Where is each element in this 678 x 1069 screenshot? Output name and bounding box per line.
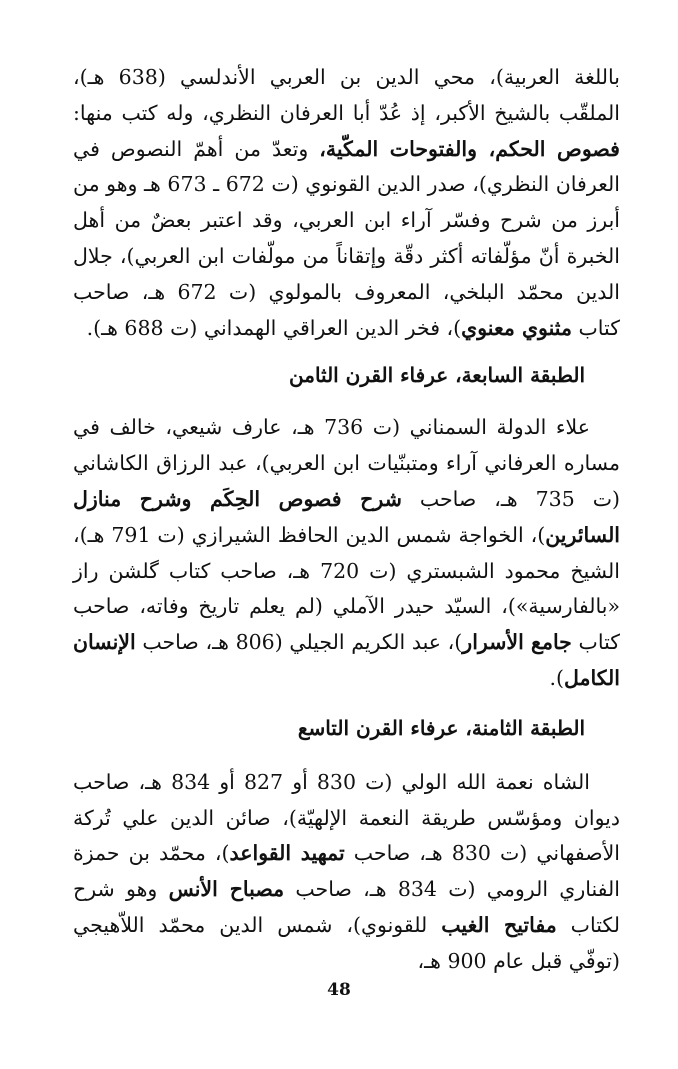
paragraph-text: علاء الدولة السمناني (ت 736 هـ، عارف شيعي، خالف في مساره العرفاني آراء ومتبنّيات ابن العربي)، عبد الرزاق الكاشاني (ت 735 هـ، صاحب — [73, 415, 620, 511]
paragraph-text: وتعدّ من أهمّ النصوص في العرفان النظري)، صدر الدين القونوي (ت 672 ـ 673 هـ وهو من أبرز من شرح وفسّر آراء ابن العربي، وقد اعتبر بعضٌ من أهل الخبرة أنّ مؤلّفاته أكثر دقّة وإتقاناً من مولّفات ابن العربي)، جلال الدين محمّد البلخي، المعروف بالمولوي (ت 672 هـ، صاحب كتاب — [73, 136, 621, 340]
section-heading-ninth-century: الطبقة الثامنة، عرفاء القرن التاسع — [297, 715, 585, 740]
paragraph-text: )، فخر الدين العراقي الهمداني (ت 688 هـ). — [86, 315, 462, 340]
paragraph-text: وهو شرح لكتاب — [73, 877, 620, 937]
paragraph-continuation — [73, 60, 620, 346]
paragraph-text: الشاه نعمة الله الولي (ت 830 أو 827 أو 834 هـ، صاحب ديوان ومؤسّس طريقة النعمة الإلهيّة)، صائن الدين علي تُركة الأصفهاني (ت 830 هـ، صاحب — [73, 769, 620, 866]
page-number: 48 — [327, 980, 351, 1000]
bold-title-text: جامع الأسرار — [462, 630, 572, 655]
paragraph-text: باللغة العربية)، محي الدين بن العربي الأندلسي (638 هـ)، الملقّب بالشيخ الأكبر، إذ عُدّ أبا العرفان النظري، وله كتب منها: — [73, 65, 620, 125]
bold-title-text: فصوص الحكم، والفتوحات المكّية، — [319, 136, 620, 161]
bold-title-text: الإنسان الكامل — [73, 630, 620, 690]
page-body — [73, 60, 620, 980]
bold-title-text: مثنوي معنوي — [461, 315, 572, 340]
bold-title-text: شرح فصوص الحِكَم وشرح منازل السائرين — [73, 486, 621, 547]
bold-title-text: مصباح الأنس — [168, 877, 285, 902]
paragraph-text: )، عبد الكريم الجيلي (806 هـ، صاحب — [135, 630, 463, 655]
paragraph-text: )، محمّد بن حمزة الفناري الرومي (ت 834 هـ، صاحب — [73, 841, 620, 902]
paragraph-text: للقونوي)، شمس الدين محمّد اللاّهيجي (توفّي قبل عام 900 هـ، — [73, 912, 620, 973]
section-heading-eighth-century: الطبقة السابعة، عرفاء القرن الثامن — [289, 363, 585, 388]
bold-title-text: تمهيد القواعد — [229, 841, 345, 866]
paragraph-eighth-century — [73, 410, 620, 696]
paragraph-text: )، الخواجة شمس الدين الحافظ الشيرازي (ت 791 هـ)، الشيخ محمود الشبستري (ت 720 هـ، صاحب كتاب گلشن راز «بالفارسية»)، السيّد حيدر الآملي (لم يعلم تاريخ وفاته، صاحب كتاب — [73, 522, 621, 655]
paragraph-ninth-century — [73, 765, 620, 980]
paragraph-text: ). — [549, 665, 564, 690]
bold-title-text: مفاتيح الغيب — [441, 912, 557, 937]
